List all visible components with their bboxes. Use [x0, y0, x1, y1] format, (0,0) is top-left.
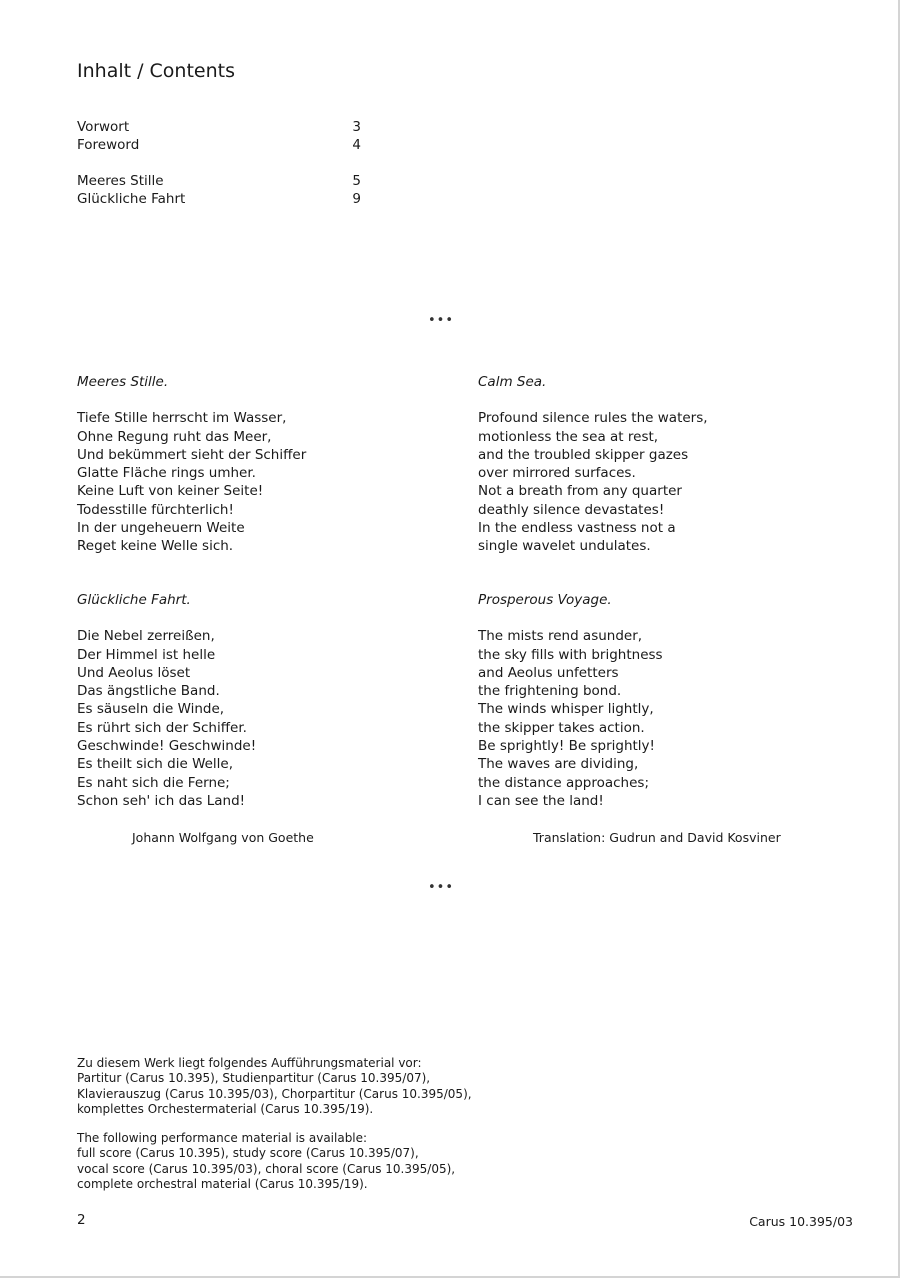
contents-title: Inhalt / Contents	[77, 60, 236, 82]
page-number: 2	[77, 1212, 86, 1228]
catalog-number: Carus 10.395/03	[749, 1214, 853, 1229]
toc-entry: Foreword 4	[77, 137, 361, 153]
poem-lines: Profound silence rules the waters, motionless the sea at rest, and the troubled skipper gazes over mirrored surfaces. Not a breath from any quarter deathly silence devastates! In the endless vastness not a single wavelet undulates.	[478, 410, 708, 555]
toc-group-prefaces	[77, 118, 361, 154]
poem1-english	[478, 373, 708, 556]
separator-dots: •••	[428, 313, 455, 328]
toc-entry: Meeres Stille 5	[77, 173, 361, 189]
poem-title: Prosperous Voyage.	[478, 592, 612, 608]
poem-title: Glückliche Fahrt.	[77, 592, 191, 608]
toc-entry: Glückliche Fahrt 9	[77, 191, 361, 207]
poem-title: Meeres Stille.	[77, 374, 169, 390]
poem-title: Calm Sea.	[478, 374, 547, 390]
performance-material-english: The following performance material is available: full score (Carus 10.395), study score (Carus 10.395/07), vocal score (Carus 10.395/03), choral score (Carus 10.395/05), complete orchestral material (Carus 10.395/19).	[77, 1131, 456, 1191]
performance-material-german: Zu diesem Werk liegt folgendes Aufführungsmaterial vor: Partitur (Carus 10.395), Studienpartitur (Carus 10.395/07), Klavierauszug (Carus 10.395/03), Chorpartitur (Carus 10.395/05), komplettes Orchestermaterial (Carus 10.395/19).	[77, 1056, 472, 1116]
toc-group-works	[77, 172, 361, 208]
poem-lines: Die Nebel zerreißen, Der Himmel ist helle Und Aeolus löset Das ängstliche Band. Es säuseln die Winde, Es rührt sich der Schiffer. Geschwinde! Geschwinde! Es theilt sich die Welle, Es naht sich die Ferne; Schon seh' ich das Land!	[77, 628, 257, 809]
author-credit: Johann Wolfgang von Goethe	[132, 830, 314, 845]
toc-entry: Vorwort 3	[77, 119, 361, 135]
poem2-english	[478, 591, 663, 810]
poem2-german	[77, 591, 256, 810]
separator-dots: •••	[428, 880, 455, 895]
poem-lines: The mists rend asunder, the sky fills with brightness and Aeolus unfetters the frightening bond. The winds whisper lightly, the skipper takes action. Be sprightly! Be sprightly! The waves are dividing, the distance approaches; I can see the land!	[478, 628, 663, 809]
poem-lines: Tiefe Stille herrscht im Wasser, Ohne Regung ruht das Meer, Und bekümmert sieht der Schiffer Glatte Fläche rings umher. Keine Luft von keiner Seite! Todesstille fürchterlich! In der ungeheuern Weite Reget keine Welle sich.	[77, 410, 307, 555]
translator-credit: Translation: Gudrun and David Kosviner	[533, 830, 781, 845]
poem1-german	[77, 373, 306, 556]
